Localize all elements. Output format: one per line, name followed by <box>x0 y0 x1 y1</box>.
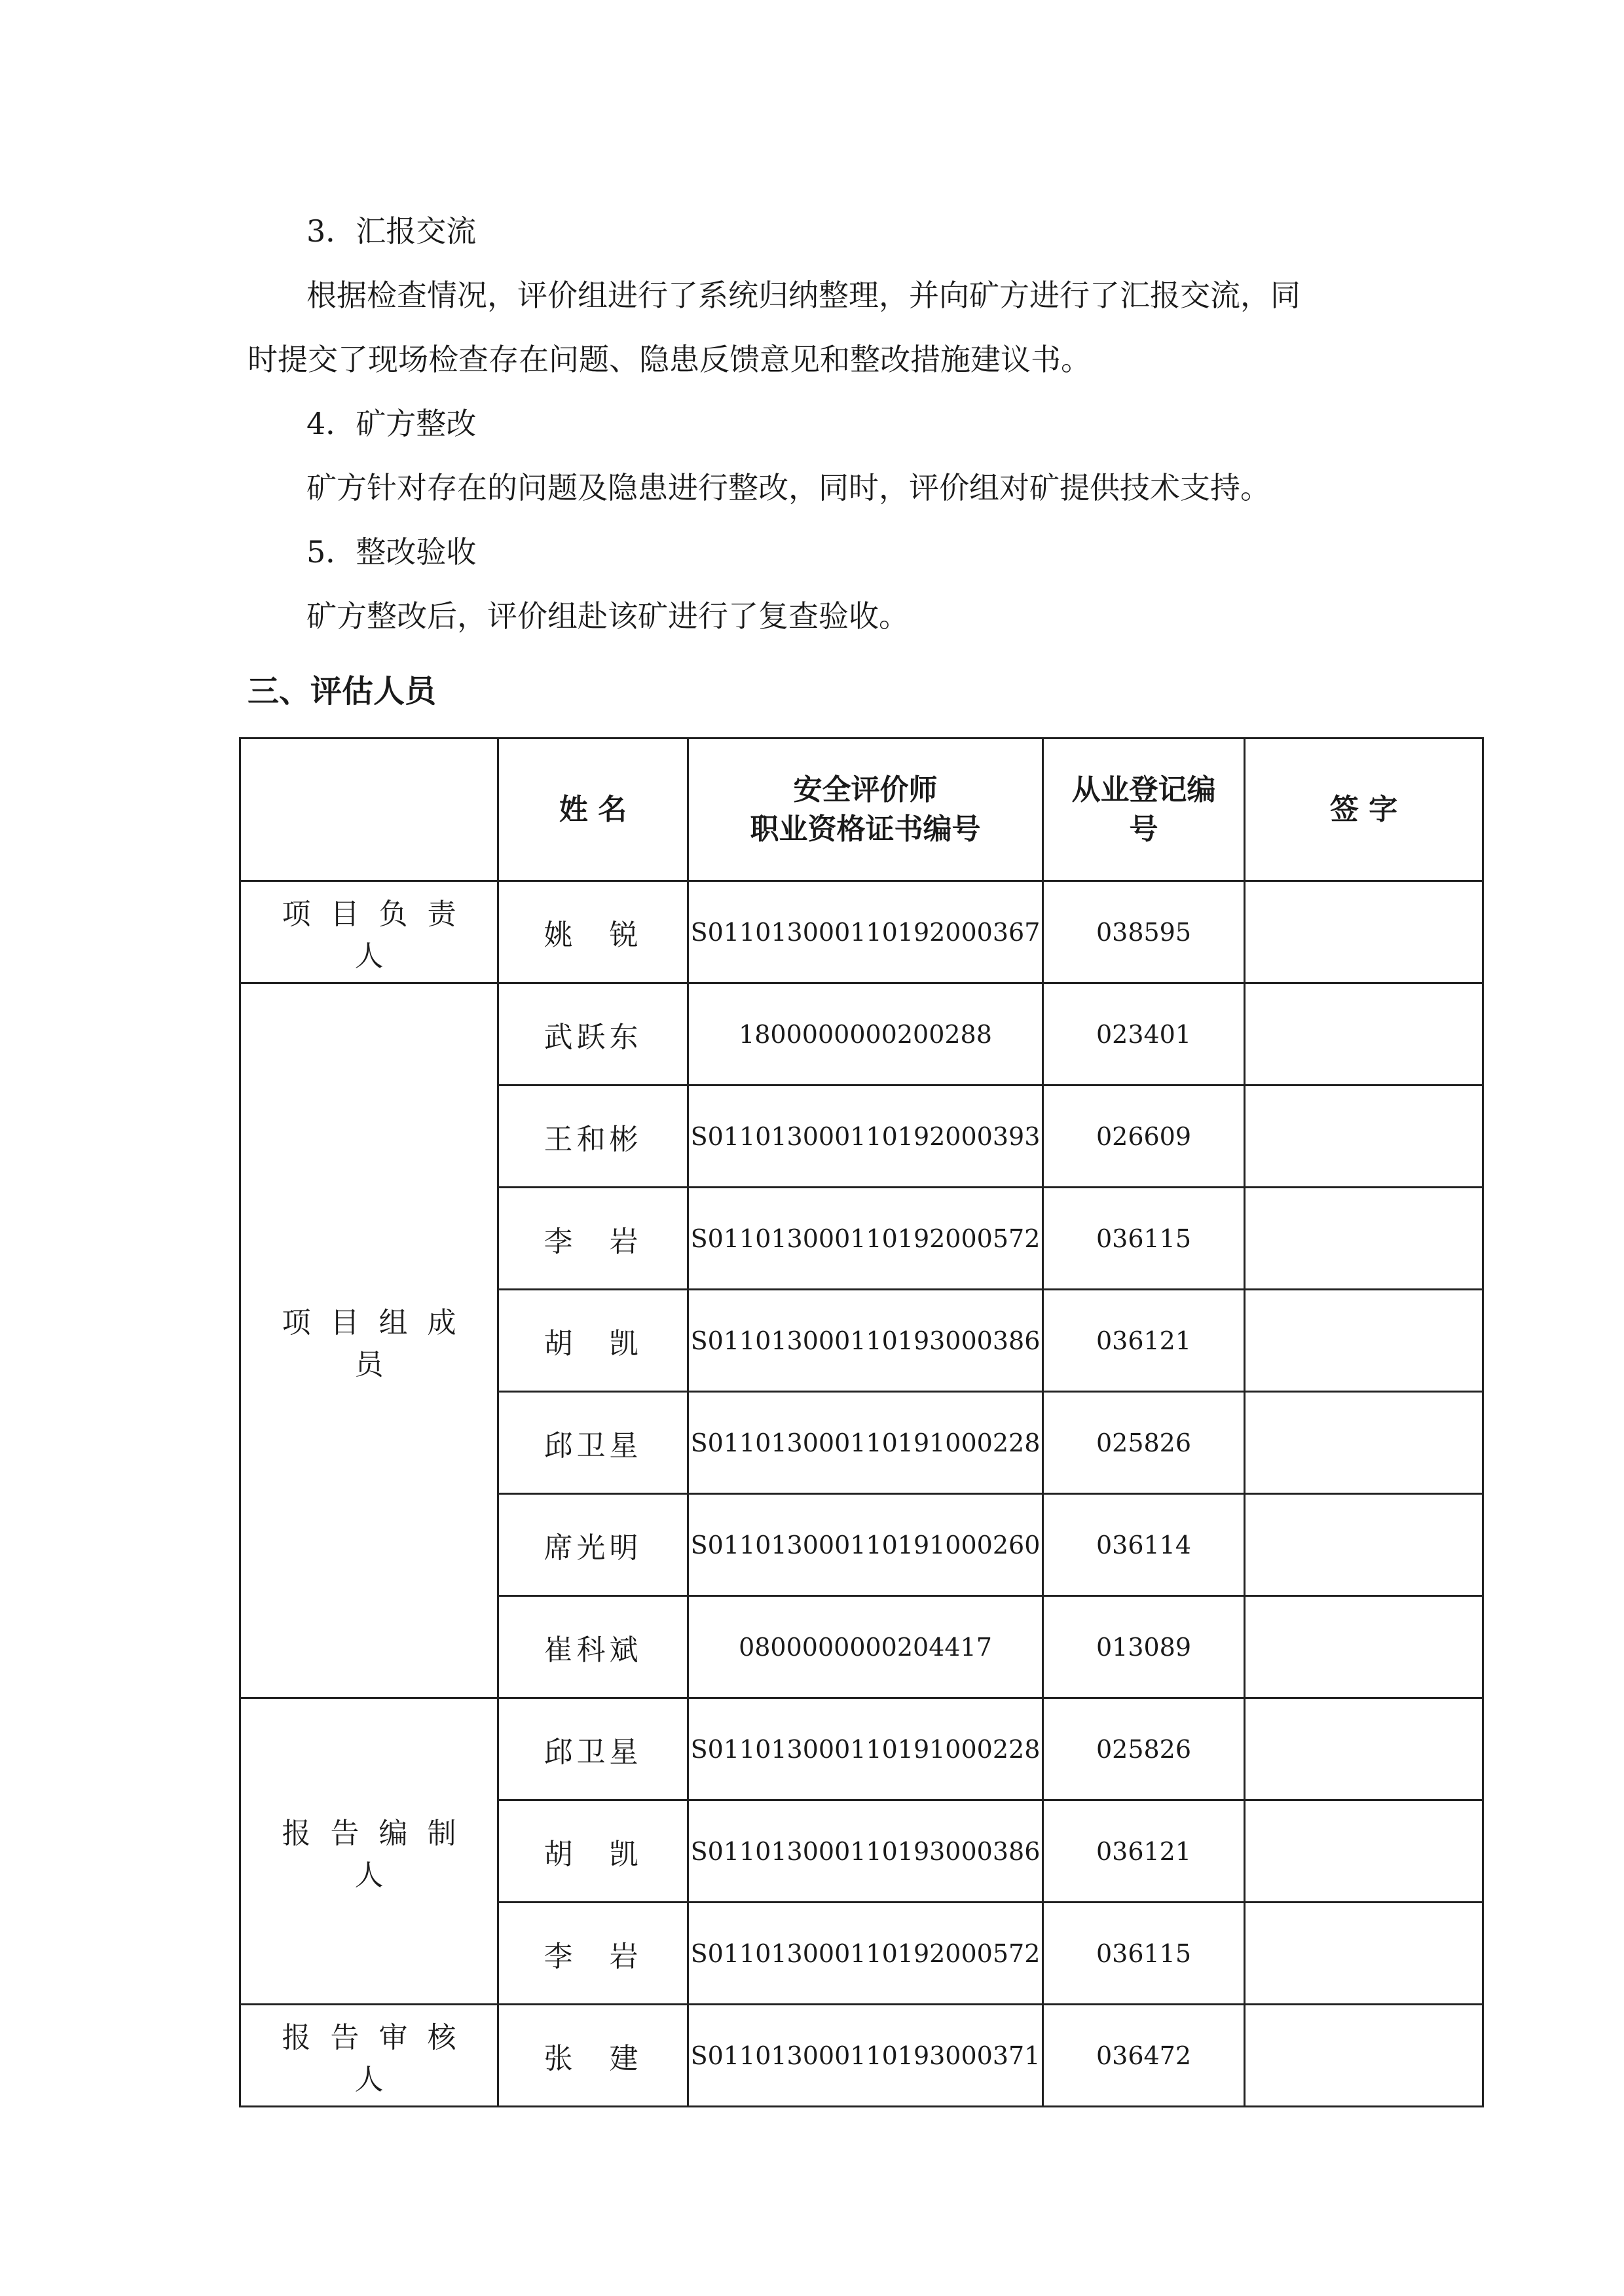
cert-cell: S011013000110193000386 <box>688 1290 1043 1392</box>
sign-cell <box>1245 1698 1483 1800</box>
reg-cell: 036472 <box>1043 2005 1245 2107</box>
header-cert <box>688 738 1043 881</box>
cert-cell: S011013000110192000572 <box>688 1903 1043 2005</box>
table-row <box>240 2005 1483 2107</box>
cert-cell: S011013000110192000393 <box>688 1085 1043 1188</box>
name-cell: 王和彬 <box>498 1085 688 1188</box>
name-cell: 姚 锐 <box>498 881 688 983</box>
name-cell: 胡 凯 <box>498 1290 688 1392</box>
name-cell: 张 建 <box>498 2005 688 2107</box>
reg-cell: 038595 <box>1043 881 1245 983</box>
item3-title: 3．汇报交流 <box>306 213 477 249</box>
item4-title: 4．矿方整改 <box>306 406 477 441</box>
item3-paragraph-line1: 根据检查情况，评价组进行了系统归纳整理，并向矿方进行了汇报交流，同 <box>306 278 1301 313</box>
header-cert-line2: 职业资格证书编号 <box>750 812 981 846</box>
sign-cell <box>1245 1188 1483 1290</box>
section3-heading: 三、评估人员 <box>248 673 437 710</box>
sign-cell <box>1245 1290 1483 1392</box>
header-cert-line1: 安全评价师 <box>793 773 938 807</box>
table-row <box>240 1698 1483 1800</box>
header-reg-line2: 号 <box>1129 812 1158 846</box>
table-header-row <box>240 738 1483 881</box>
sign-cell <box>1245 881 1483 983</box>
cert-cell: S011013000110193000371 <box>688 2005 1043 2107</box>
sign-cell <box>1245 1085 1483 1188</box>
header-name: 姓 名 <box>498 738 688 881</box>
cert-cell: S011013000110193000386 <box>688 1800 1043 1903</box>
cert-cell: S011013000110192000367 <box>688 881 1043 983</box>
sign-cell <box>1245 983 1483 1085</box>
reg-cell: 025826 <box>1043 1698 1245 1800</box>
name-cell: 席光明 <box>498 1494 688 1596</box>
item5-title: 5．整改验收 <box>306 534 477 570</box>
cert-cell: 1800000000200288 <box>688 983 1043 1085</box>
name-cell: 胡 凯 <box>498 1800 688 1903</box>
reg-cell: 023401 <box>1043 983 1245 1085</box>
reg-cell: 025826 <box>1043 1392 1245 1494</box>
cert-cell: S011013000110191000228 <box>688 1698 1043 1800</box>
sign-cell <box>1245 1596 1483 1698</box>
staff-table <box>239 737 1484 2107</box>
sign-cell <box>1245 1903 1483 2005</box>
role-cell-report-authors: 报告编制人 <box>240 1698 498 2005</box>
item4-paragraph: 矿方针对存在的问题及隐患进行整改，同时，评价组对矿提供技术支持。 <box>306 470 1270 505</box>
reg-cell: 013089 <box>1043 1596 1245 1698</box>
role-cell-project-lead: 项目负责人 <box>240 881 498 983</box>
name-cell: 李 岩 <box>498 1903 688 2005</box>
reg-cell: 036115 <box>1043 1903 1245 2005</box>
reg-cell: 026609 <box>1043 1085 1245 1188</box>
name-cell: 邱卫星 <box>498 1698 688 1800</box>
sign-cell <box>1245 1800 1483 1903</box>
sign-cell <box>1245 1392 1483 1494</box>
sign-cell <box>1245 2005 1483 2107</box>
cert-cell: S011013000110191000260 <box>688 1494 1043 1596</box>
name-cell: 邱卫星 <box>498 1392 688 1494</box>
role-cell-project-members: 项目组成员 <box>240 983 498 1698</box>
reg-cell: 036121 <box>1043 1290 1245 1392</box>
cert-cell: S011013000110191000228 <box>688 1392 1043 1494</box>
header-sign: 签 字 <box>1245 738 1483 881</box>
table-row <box>240 983 1483 1085</box>
reg-cell: 036115 <box>1043 1188 1245 1290</box>
reg-cell: 036114 <box>1043 1494 1245 1596</box>
table-row <box>240 881 1483 983</box>
item5-paragraph: 矿方整改后，评价组赴该矿进行了复查验收。 <box>306 598 909 634</box>
header-reg <box>1043 738 1245 881</box>
reg-cell: 036121 <box>1043 1800 1245 1903</box>
name-cell: 武跃东 <box>498 983 688 1085</box>
cert-cell: S011013000110192000572 <box>688 1188 1043 1290</box>
header-role <box>240 738 498 881</box>
role-cell-report-reviewer: 报告审核人 <box>240 2005 498 2107</box>
cert-cell: 0800000000204417 <box>688 1596 1043 1698</box>
header-reg-line1: 从业登记编 <box>1071 773 1216 807</box>
name-cell: 李 岩 <box>498 1188 688 1290</box>
sign-cell <box>1245 1494 1483 1596</box>
item3-paragraph-line2: 时提交了现场检查存在问题、隐患反馈意见和整改措施建议书。 <box>248 342 1091 377</box>
name-cell: 崔科斌 <box>498 1596 688 1698</box>
